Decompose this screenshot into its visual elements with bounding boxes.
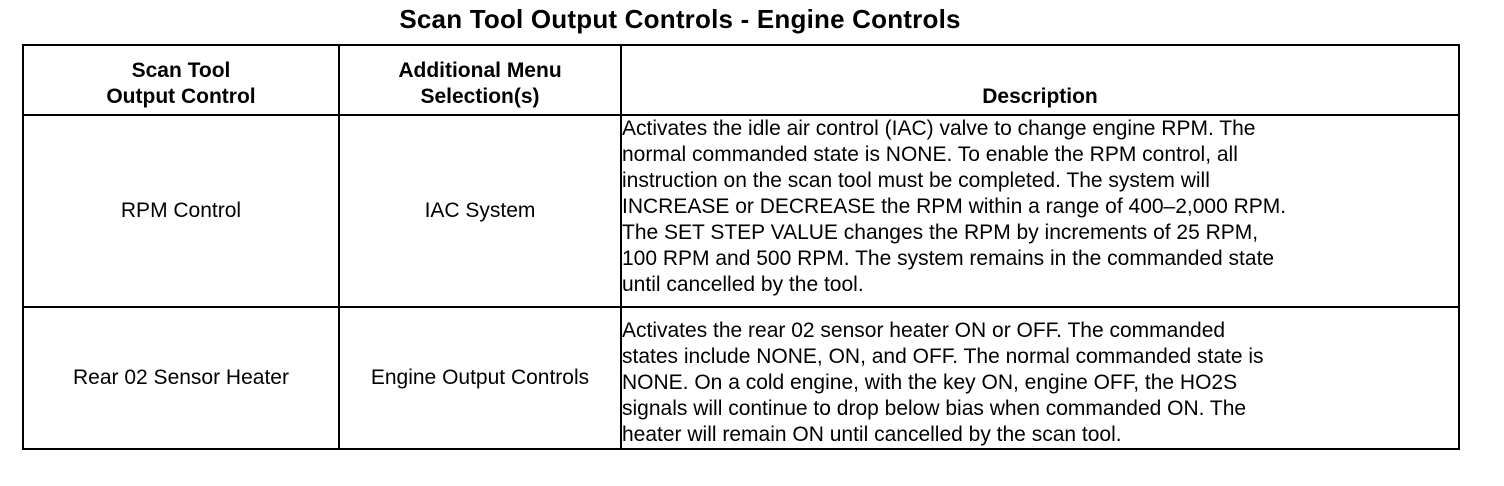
description-line: Activates the rear 02 sensor heater ON or OFF. The commanded: [622, 319, 1226, 342]
column-header-output-control: [23, 45, 339, 115]
description-line: The SET STEP VALUE changes the RPM by increments of 25 RPM,: [622, 221, 1259, 244]
table-row: [23, 115, 1459, 307]
description-line: Activates the idle air control (IAC) valve to change engine RPM. The: [622, 117, 1256, 140]
description-line: until cancelled by the tool.: [622, 273, 864, 296]
cell-output-control: Rear 02 Sensor Heater: [23, 307, 339, 449]
description-line: signals will continue to drop below bias when commanded ON. The: [622, 397, 1247, 420]
header-line: Selection(s): [420, 85, 540, 108]
output-controls-table: [22, 44, 1460, 450]
table-row: [23, 307, 1459, 449]
description-line: heater will remain ON until cancelled by the scan tool.: [622, 423, 1122, 446]
description-line: INCREASE or DECREASE the RPM within a range of 400–2,000 RPM.: [622, 195, 1287, 218]
description-line: 100 RPM and 500 RPM. The system remains in the commanded state: [622, 247, 1275, 270]
cell-additional-menu: Engine Output Controls: [339, 307, 621, 449]
description-line: NONE. On a cold engine, with the key ON, engine OFF, the HO2S: [622, 371, 1238, 394]
description-line: instruction on the scan tool must be completed. The system will: [622, 169, 1210, 192]
cell-description: [621, 307, 1459, 449]
column-header-description: Description: [621, 45, 1459, 115]
header-line: Output Control: [106, 85, 256, 108]
cell-additional-menu: IAC System: [339, 115, 621, 307]
cell-description: [621, 115, 1459, 307]
cell-output-control: RPM Control: [23, 115, 339, 307]
page-title: Scan Tool Output Controls - Engine Controls: [399, 4, 961, 34]
header-row: [23, 45, 1459, 115]
header-line: Additional Menu: [398, 59, 562, 82]
column-header-additional-menu: [339, 45, 621, 115]
description-line: normal commanded state is NONE. To enable the RPM control, all: [622, 143, 1238, 166]
description-line: states include NONE, ON, and OFF. The normal commanded state is: [622, 345, 1264, 368]
header-line: Scan Tool: [131, 59, 231, 82]
